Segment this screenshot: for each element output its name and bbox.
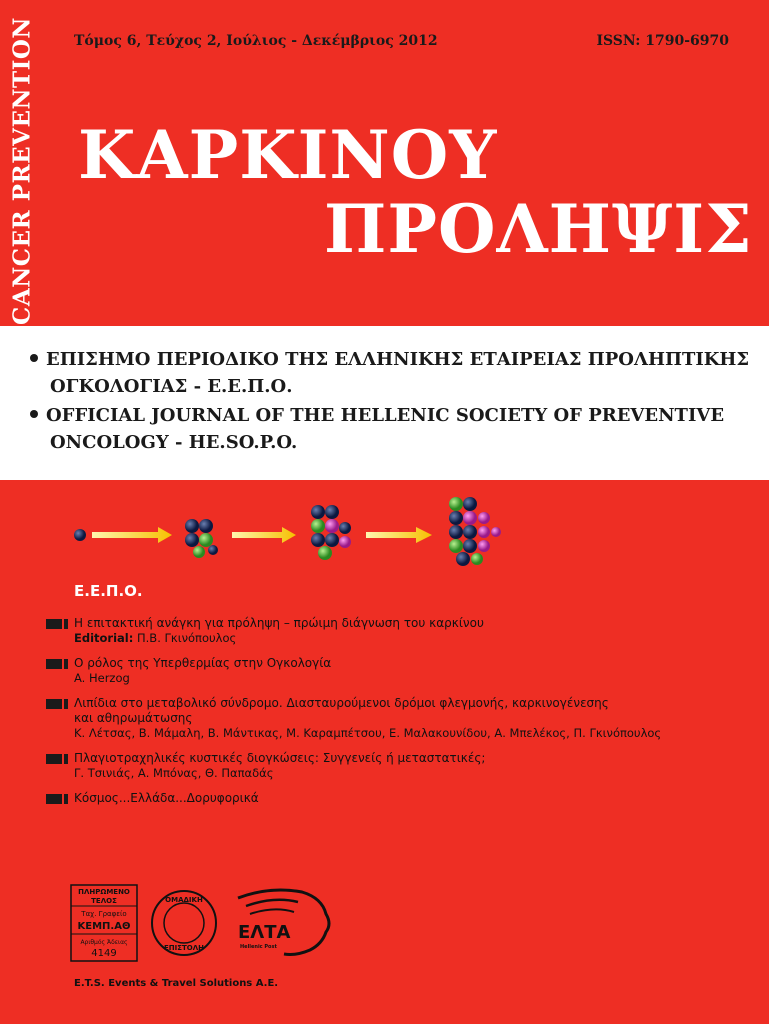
toc-item [46,751,746,781]
bullet-icon [30,354,38,362]
postage-line-2: ΤΕΛΟΣ [91,897,117,905]
toc-marker-icon [64,659,68,669]
bullet-icon [30,410,38,418]
postage-line-6: 4149 [91,948,117,959]
postage-paid-stamp [71,885,137,961]
toc-marker-icon [46,659,62,669]
postage-line-5: Αριθμός Άδειας [80,939,128,946]
toc-item [46,791,746,806]
stage-3-cells [311,505,351,560]
toc-authors: A. Herzog [74,671,130,685]
postage-line-3: Ταχ. Γραφείο [81,910,127,918]
band-greek-line-1: ΕΠΙΣΗΜΟ ΠΕΡΙΟΔΙΚΟ ΤΗΣ ΕΛΛΗΝΙΚΗΣ ΕΤΑΙΡΕΙΑΣ ΠΡΟΛΗΠΤΙΚΗΣ [30,349,749,370]
toc-title: Ο ρόλος της Υπερθερμίας στην Ογκολογία [74,656,332,670]
arrow-icon [92,527,172,543]
toc-marker-icon [64,699,68,709]
toc-authors: Κ. Λέτσας, Β. Μάμαλη, Β. Μάντικας, Μ. Καραμπέτσου, Ε. Μαλακουνίδου, Α. Μπελέκος, Π. Γκινόπουλος [74,726,662,740]
spine-label: CANCER PREVENTION [8,17,36,325]
toc-item [46,696,746,741]
toc-marker-icon [46,754,62,764]
stage-2-cells [185,519,218,558]
toc-title: Η επιτακτική ανάγκη για πρόληψη – πρώιμη διάγνωση του καρκίνου [74,616,484,630]
band-english-line-2: ONCOLOGY - HE.SO.P.O. [50,432,298,453]
stage-1-cell [74,529,86,541]
seal-top-text: ΟΜΑΔΙΚΗ [165,896,203,904]
elta-sub: Hellenic Post [240,944,277,950]
toc-title: Πλαγιοτραχηλικές κυστικές διογκώσεις: Συγγενείς ή μεταστατικές; [74,751,486,765]
toc-item [46,656,746,686]
postage-line-1: ΠΛΗΡΩΜΕΝΟ [78,888,130,896]
toc-authors: Editorial: Π.Β. Γκινόπουλος [74,631,237,645]
toc-item [46,616,746,646]
publisher: E.T.S. Events & Travel Solutions A.E. [74,978,279,989]
elta-logo [238,890,329,955]
seal-bottom-text: ΕΠΙΣΤΟΛΗ [163,944,205,952]
toc-marker-icon [64,619,68,629]
postage-line-4: ΚΕΜΠ.ΑΘ [77,921,131,932]
toc-title: Λιπίδια στο μεταβολικό σύνδρομο. Διασταυρούμενοι δρόμοι φλεγμονής, καρκινογένεσης [74,696,609,710]
stage-4-cells [449,497,501,566]
issue-info: Τόμος 6, Τεύχος 2, Ιούλιος - Δεκέμβριος 2012 [74,33,438,49]
toc-marker-icon [64,754,68,764]
band-greek-line-2: ΟΓΚΟΛΟΓΙΑΣ - Ε.Ε.Π.Ο. [50,376,293,397]
postal-marks [70,884,350,964]
section-heading: Ε.Ε.Π.Ο. [74,582,143,600]
toc-marker-icon [46,619,62,629]
table-of-contents [46,616,746,816]
group-letter-seal [152,891,216,955]
cell-progression-illustration [60,488,540,588]
toc-title: Κόσμος...Ελλάδα...Δορυφορικά [74,791,259,805]
official-journal-band [0,326,769,480]
toc-marker-icon [46,699,62,709]
issn: ISSN: 1790-6970 [596,33,729,49]
toc-marker-icon [64,794,68,804]
toc-title-continued: και αθηρωμάτωσης [74,711,193,725]
arrow-icon [366,527,432,543]
band-english-line-1: OFFICIAL JOURNAL OF THE HELLENIC SOCIETY OF PREVENTIVE [30,405,724,426]
elta-name: ΕΛΤΑ [238,922,291,943]
toc-authors: Γ. Τσινιάς, Α. Μπόνας, Θ. Παπαδάς [74,766,274,780]
toc-marker-icon [46,794,62,804]
title-line-1: ΚΑΡΚΙΝΟΥ [78,116,498,194]
arrow-icon [232,527,296,543]
title-line-2: ΠΡΟΛΗΨΙΣ [324,190,753,268]
